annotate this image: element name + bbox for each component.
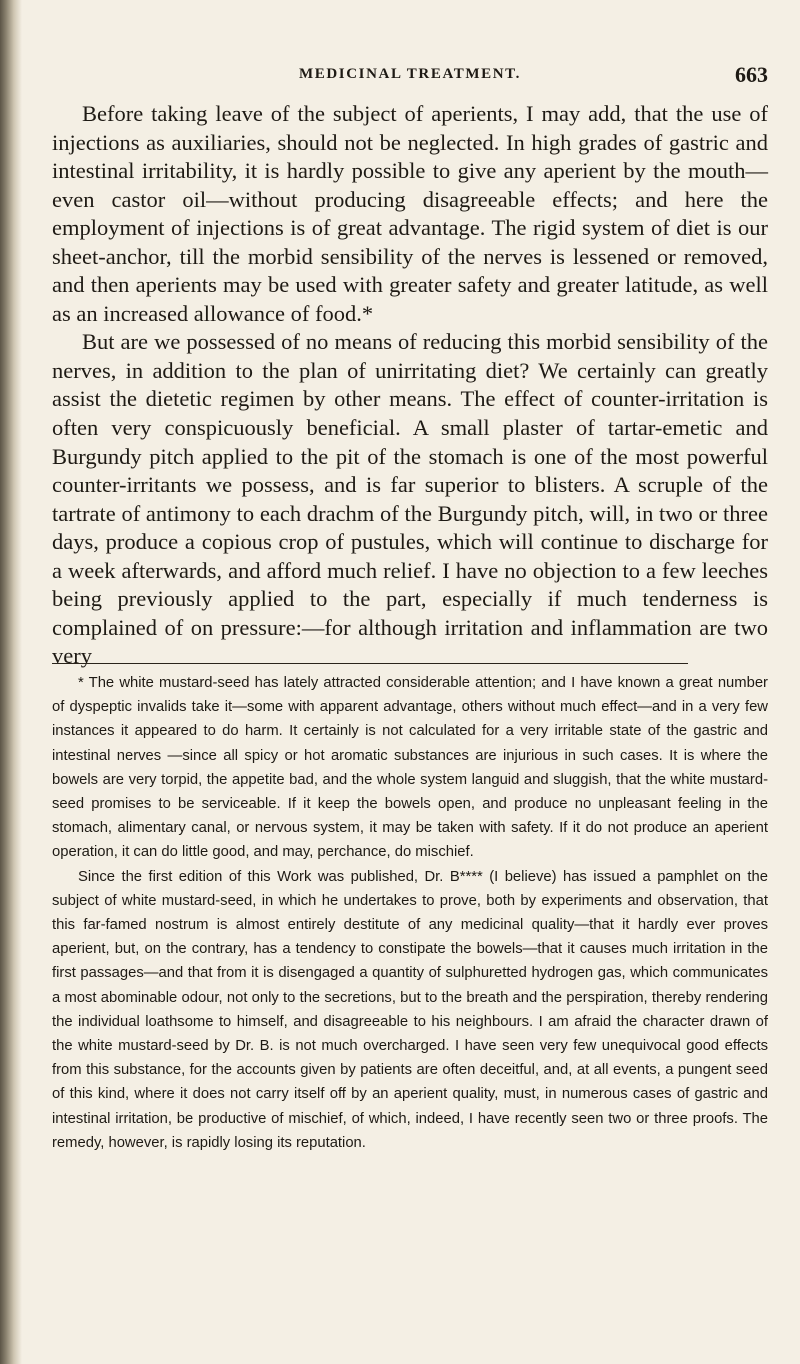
footnote-paragraph: Since the first edition of this Work was published, Dr. B**** (I believe) has issued a pamphlet on the subject of white mustard-seed, in which he undertakes to prove, both by experiments and observation, that this far-famed nostrum is almost entirely destitute of any medicinal quality—that it hardly ever proves aperient, but, on the contrary, has a tendency to constipate the bowels—that it causes much irritation in the first passages—and that from it is disengaged a quantity of sulphuretted hydrogen gas, which communicates a most abominable odour, not only to the secretions, but to the breath and the perspiration, thereby rendering the individual loathsome to himself, and disagreeable to his neighbours. I am afraid the character drawn of the white mustard-seed by Dr. B. is not much overcharged. I have seen very few unequivocal good effects from this substance, for the accounts given by patients are often deceitful, and, at all events, a pungent seed of this kind, where it does not carry itself off by an aperient quality, must, in numerous cases of gastric and intestinal irritation, be productive of mischief, of which, indeed, I have recently seen two or three proofs. The remedy, however, is rapidly losing its reputation.	[52, 868, 768, 1151]
page-number: 663	[735, 62, 768, 87]
paragraph: Before taking leave of the subject of aperients, I may add, that the use of injections as auxiliaries, should not be neglected. In high grades of gastric and intestinal irritability, it is hardly possible to give any aperient by the mouth—even castor oil—without producing disagreeable effects; and here the employment of injections is of great advantage. The rigid system of diet is our sheet-anchor, till the morbid sensibility of the nerves is lessened or removed, and then aperients may be used with greater safety and greater latitude, as well as an increased allowance of food.*	[52, 101, 768, 326]
footnote-divider	[52, 663, 688, 664]
main-text	[52, 100, 768, 671]
running-head: MEDICINAL TREATMENT.	[298, 66, 522, 82]
footnotes	[52, 671, 768, 1155]
page-header	[52, 62, 768, 92]
footnote-paragraph: * The white mustard-seed has lately attracted considerable attention; and I have known a great number of dyspeptic invalids take it—some with apparent advantage, others without much effect—and in a very few instances it appeared to do harm. It certainly is not calculated for a very irritable state of the gastric and intestinal nerves —since all spicy or hot aromatic substances are injurious in such cases. It is where the bowels are very torpid, the appetite bad, and the whole system languid and sluggish, that the white mustard-seed promises to be serviceable. If it keep the bowels open, and produce no unpleasant feeling in the stomach, alimentary canal, or nervous system, it may be taken with safety. If it do not produce an aperient operation, it can do little good, and may, perchance, do mischief.	[52, 675, 768, 861]
binding-edge	[0, 0, 22, 1364]
paragraph: But are we possessed of no means of reducing this morbid sensibility of the nerves, in addition to the plan of unirritating diet? We certainly can greatly assist the dietetic regimen by other means. The effect of counter-irritation is often very conspicuously beneficial. A small plaster of tartar-emetic and Burgundy pitch applied to the pit of the stomach is one of the most powerful counter-irritants we possess, and is far superior to blisters. A scruple of the tartrate of antimony to each drachm of the Burgundy pitch, will, in two or three days, produce a copious crop of pustules, which will continue to discharge for a week afterwards, and afford much relief. I have no objection to a few leeches being previously applied to the part, especially if much tenderness is complained of on pressure:—for although irritation and inflammation are two very	[52, 329, 768, 669]
